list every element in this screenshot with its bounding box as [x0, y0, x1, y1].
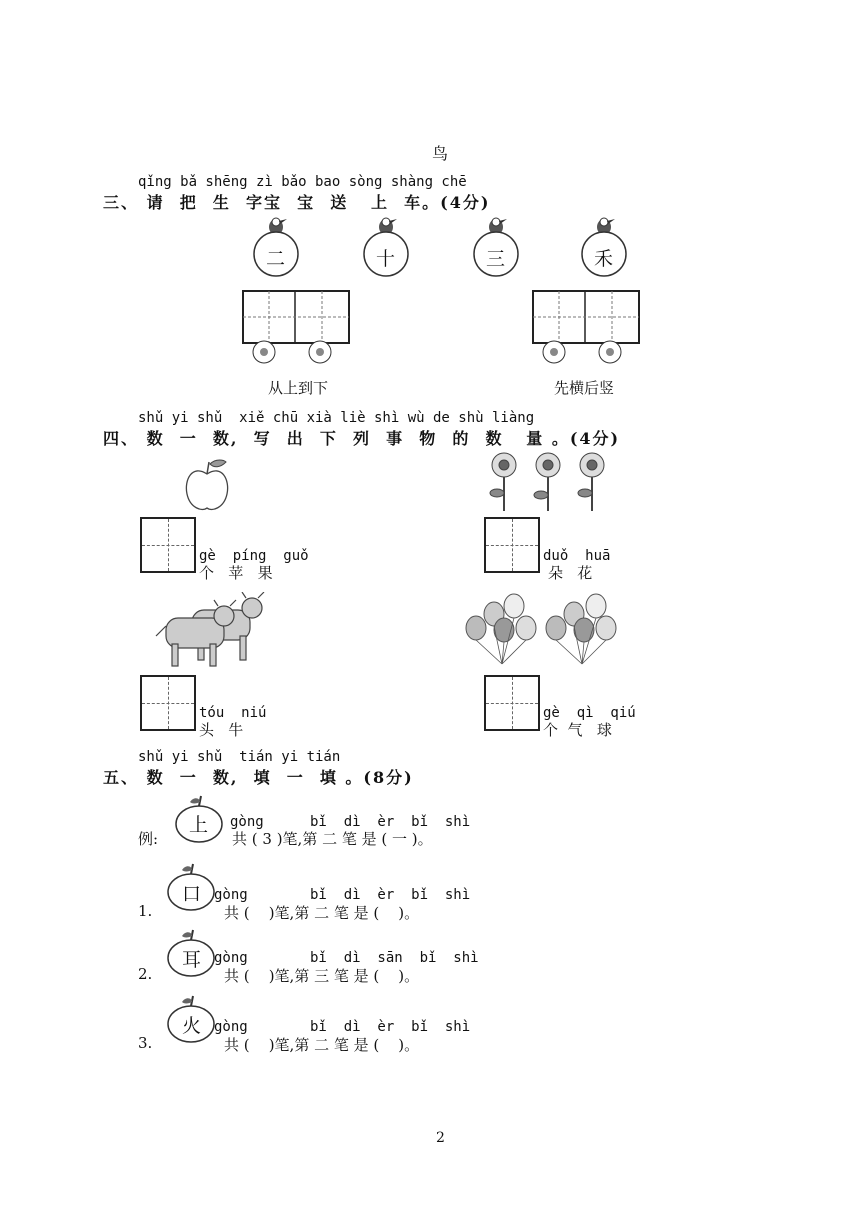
gong-pinyin: gòng [214, 887, 248, 903]
character-text: 十 [376, 248, 396, 270]
cows-icon [152, 592, 268, 668]
section5-title: 五、 数 一 数, 填 一 填 。(8分) [103, 768, 414, 787]
flowers-icon [484, 451, 616, 513]
row-pinyin: bǐ dì èr bǐ shì [310, 887, 471, 903]
cow-label: 头 牛 [199, 721, 244, 739]
gong-pinyin: gòng [214, 1019, 248, 1035]
apple-icon [182, 458, 232, 514]
section3-title: 三、 请 把 生 字宝 宝 送 上 车。(4分) [103, 193, 491, 212]
section5-pinyin: shǔ yi shǔ tián yi tián [138, 749, 341, 765]
cart-left-label: 从上到下 [268, 380, 329, 397]
character-text: 三 [486, 248, 506, 270]
row-number: 3. [138, 1034, 153, 1052]
row-number: 2. [138, 965, 153, 983]
cow-pinyin: tóu niú [199, 705, 267, 721]
section4-title: 四、 数 一 数, 写 出 下 列 事 物 的 数 量 。(4分) [103, 429, 621, 448]
top-char: 鸟 [432, 144, 449, 163]
section4-pinyin: shǔ yi shǔ xiě chū xià liè shì wù de shù liàng [138, 410, 535, 426]
answer-box-apple[interactable] [140, 517, 196, 573]
row-text: 共 ( 3 )笔,第 二 笔 是 ( 一 )。 [232, 830, 433, 848]
row-text: 共 ( )笔,第 二 笔 是 ( )。 [224, 904, 420, 922]
cart-right [532, 290, 640, 366]
row-pinyin: bǐ dì èr bǐ shì [310, 1019, 471, 1035]
cart-right-label: 先横后竖 [554, 380, 615, 397]
row-char: 耳 [182, 949, 202, 971]
row-number: 1. [138, 902, 153, 920]
row-pinyin: bǐ dì èr bǐ shì [310, 814, 471, 830]
character-text: 禾 [594, 248, 614, 270]
flower-label: 朵 花 [548, 564, 593, 582]
stroke-row-example [0, 794, 860, 854]
flower-pinyin: duǒ huā [543, 548, 611, 564]
row-number: 例: [138, 830, 159, 848]
apple-label: 个 苹 果 [199, 564, 273, 582]
stroke-row-3 [0, 994, 860, 1054]
gong-pinyin: gòng [230, 814, 264, 830]
row-text: 共 ( )笔,第 二 笔 是 ( )。 [224, 1036, 420, 1054]
gong-pinyin: gòng [214, 950, 248, 966]
row-char: 口 [182, 883, 202, 905]
row-text: 共 ( )笔,第 三 笔 是 ( )。 [224, 967, 420, 985]
cart-left [242, 290, 350, 366]
cart-illustration [532, 290, 640, 366]
character-bubble-2 [361, 214, 411, 278]
row-pinyin: bǐ dì sān bǐ shì [310, 950, 479, 966]
stroke-row-1 [0, 862, 860, 922]
character-bubble-3 [471, 214, 521, 278]
balloon-pinyin: gè qì qiú [543, 705, 636, 721]
page-number: 2 [436, 1130, 445, 1146]
stroke-row-2 [0, 928, 860, 988]
cart-illustration [242, 290, 350, 366]
balloon-label: 个 气 球 [543, 721, 612, 739]
balloons-icon [462, 592, 622, 670]
answer-box-flower[interactable] [484, 517, 540, 573]
character-bubble-4 [579, 214, 629, 278]
answer-box-balloon[interactable] [484, 675, 540, 731]
character-text: 二 [266, 248, 286, 270]
section3-pinyin: qǐng bǎ shēng zì bǎo bao sòng shàng chē [138, 174, 467, 190]
row-char: 火 [182, 1015, 202, 1037]
answer-box-cow[interactable] [140, 675, 196, 731]
row-char: 上 [189, 814, 209, 836]
character-bubble-1 [251, 214, 301, 278]
apple-pinyin: gè píng guǒ [199, 548, 309, 564]
